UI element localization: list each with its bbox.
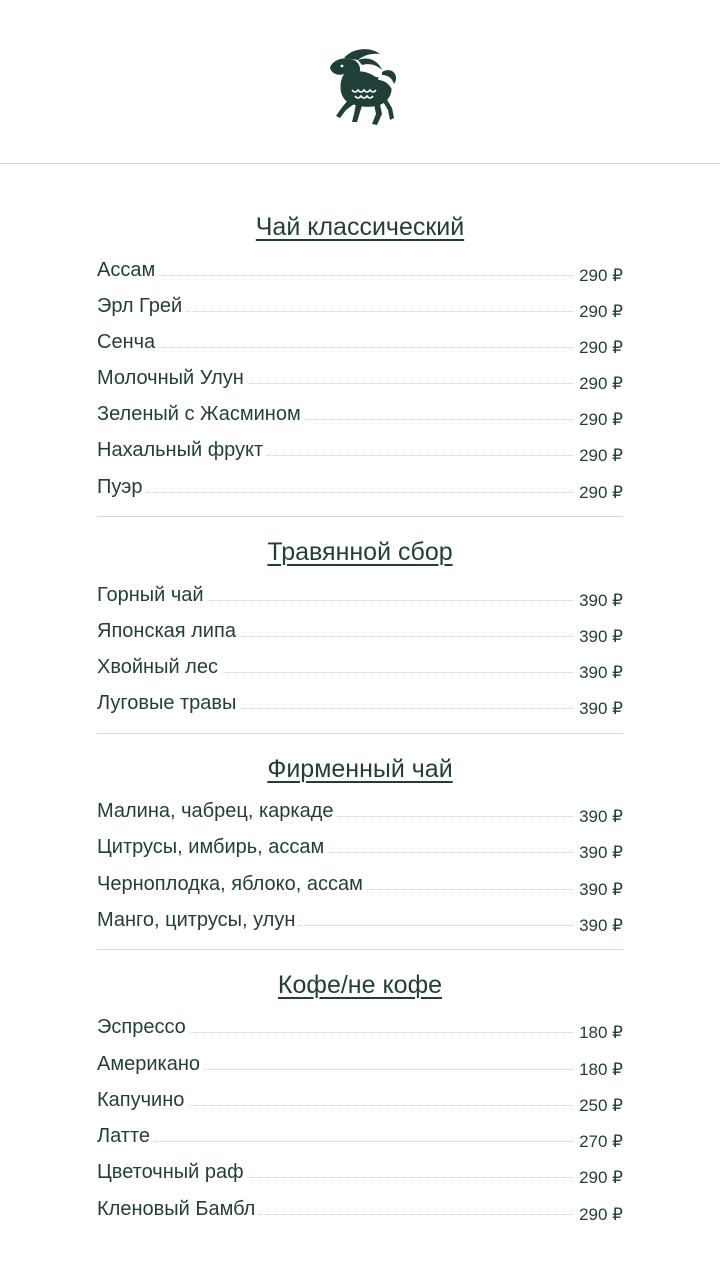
item-name: Латте — [97, 1125, 151, 1147]
section-title: Кофе/не кофе — [277, 971, 443, 999]
item-price: 290 ₽ — [579, 374, 623, 393]
item-price: 290 ₽ — [579, 1168, 623, 1187]
item-price: 290 ₽ — [579, 410, 623, 429]
dotted-leader — [337, 815, 573, 817]
dotted-leader — [248, 1176, 574, 1178]
item-price: 290 ₽ — [579, 266, 623, 285]
menu-item — [97, 362, 623, 393]
item-price: 180 ₽ — [579, 1060, 623, 1079]
item-name: Цитрусы, имбирь, ассам — [97, 836, 325, 858]
item-name: Ассам — [97, 259, 156, 281]
item-price: 390 ₽ — [579, 880, 623, 899]
item-name: Цветочный раф — [97, 1161, 244, 1183]
dotted-leader — [248, 382, 573, 384]
item-name: Эспрессо — [97, 1016, 186, 1038]
menu-item — [97, 326, 623, 357]
menu-item — [97, 579, 623, 610]
dotted-leader — [328, 851, 573, 853]
dotted-leader — [159, 346, 573, 348]
menu-item — [97, 471, 623, 502]
item-price: 390 ₽ — [579, 699, 623, 718]
dotted-leader — [367, 888, 573, 890]
dotted-leader — [240, 707, 573, 709]
item-name: Капучино — [97, 1089, 185, 1111]
dotted-leader — [240, 635, 573, 637]
item-price: 270 ₽ — [579, 1132, 623, 1151]
menu-item — [97, 398, 623, 429]
item-name: Горный чай — [97, 584, 204, 606]
section-divider — [97, 516, 623, 517]
goat-logo-icon — [322, 44, 398, 128]
menu-item — [97, 868, 623, 899]
item-name: Сенча — [97, 331, 156, 353]
section-title: Чай классический — [255, 213, 465, 241]
menu-item — [97, 904, 623, 935]
item-name: Японская липа — [97, 620, 236, 642]
item-name: Эрл Грей — [97, 295, 183, 317]
item-price: 390 ₽ — [579, 627, 623, 646]
item-price: 180 ₽ — [579, 1023, 623, 1042]
item-name: Зеленый с Жасмином — [97, 403, 301, 425]
menu-item — [97, 795, 623, 826]
dotted-leader — [305, 418, 573, 420]
dotted-leader — [154, 1140, 573, 1142]
item-price: 390 ₽ — [579, 591, 623, 610]
dotted-leader — [299, 924, 573, 926]
menu-item — [97, 434, 623, 465]
menu-item — [97, 1048, 623, 1079]
item-name: Американо — [97, 1053, 200, 1075]
item-name: Пуэр — [97, 476, 143, 498]
dotted-leader — [222, 671, 573, 673]
item-name: Манго, цитрусы, улун — [97, 909, 296, 931]
menu-item — [97, 687, 623, 718]
item-name: Нахальный фрукт — [97, 439, 264, 461]
item-price: 390 ₽ — [579, 916, 623, 935]
dotted-leader — [259, 1213, 573, 1215]
item-name: Черноплодка, яблоко, ассам — [97, 873, 363, 895]
dotted-leader — [188, 1104, 573, 1106]
item-price: 250 ₽ — [579, 1096, 623, 1115]
section-title: Фирменный чай — [267, 755, 453, 783]
menu-item — [97, 1156, 623, 1187]
header — [0, 0, 720, 164]
item-price: 290 ₽ — [579, 446, 623, 465]
item-price: 290 ₽ — [579, 338, 623, 357]
dotted-leader — [186, 310, 573, 312]
item-name: Молочный Улун — [97, 367, 244, 389]
item-price: 390 ₽ — [579, 843, 623, 862]
item-name: Малина, чабрец, каркаде — [97, 800, 334, 822]
menu-item — [97, 615, 623, 646]
menu-item — [97, 1084, 623, 1115]
menu-item — [97, 290, 623, 321]
dotted-leader — [267, 454, 573, 456]
section-divider — [97, 949, 623, 950]
menu-item — [97, 651, 623, 682]
item-price: 390 ₽ — [579, 663, 623, 682]
menu-item — [97, 1193, 623, 1224]
section-title: Травянной сбор — [267, 538, 453, 566]
item-name: Луговые травы — [97, 692, 237, 714]
dotted-leader — [146, 491, 573, 493]
item-price: 290 ₽ — [579, 302, 623, 321]
item-price: 290 ₽ — [579, 483, 623, 502]
dotted-leader — [204, 1068, 573, 1070]
item-name: Кленовый Бамбл — [97, 1198, 256, 1220]
item-price: 290 ₽ — [579, 1205, 623, 1224]
item-price: 390 ₽ — [579, 807, 623, 826]
item-name: Хвойный лес — [97, 656, 218, 678]
menu-item — [97, 831, 623, 862]
dotted-leader — [208, 599, 573, 601]
dotted-leader — [190, 1031, 573, 1033]
menu-item — [97, 254, 623, 285]
dotted-leader — [159, 274, 573, 276]
menu-item — [97, 1120, 623, 1151]
section-divider — [97, 733, 623, 734]
menu-item — [97, 1011, 623, 1042]
